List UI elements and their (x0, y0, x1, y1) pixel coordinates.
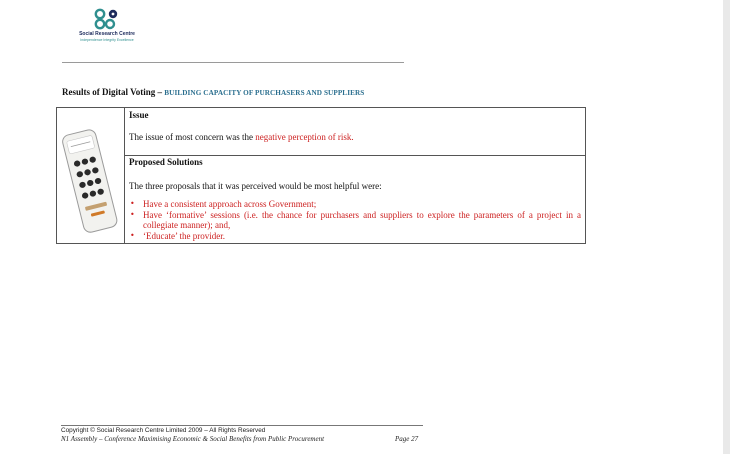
page-edge (723, 0, 730, 454)
issue-text-prefix: The issue of most concern was the (129, 132, 256, 142)
image-cell (57, 108, 125, 243)
solutions-cell (125, 156, 585, 243)
issue-title: Issue (129, 110, 149, 120)
list-item (129, 199, 581, 210)
list-item (129, 231, 581, 242)
footer-title: N1 Assembly – Conference Maximising Economic & Social Benefits from Public Procurement (61, 435, 325, 443)
logo-icon (93, 8, 121, 30)
page-number: Page 27 (395, 435, 419, 443)
issue-cell (125, 108, 585, 156)
section-heading-lead: Results of Digital Voting – (62, 87, 163, 97)
solutions-intro: The three proposals that it was perceived would be most helpful were: (129, 181, 382, 191)
list-item-text: Have a consistent approach across Government; (143, 199, 317, 209)
voting-keypad-icon (61, 125, 119, 239)
bullet-icon: • (130, 199, 135, 208)
header-divider (62, 62, 404, 63)
logo-tagline: Independence Integrity Excellence (80, 38, 134, 42)
list-item-text: Have ‘formative’ sessions (i.e. the chance for purchasers and suppliers to explore the parameters of a project in a collegiate manner); and, (143, 209, 581, 231)
list-item-text: ‘Educate’ the provider. (143, 230, 226, 241)
bullet-icon: • (130, 209, 135, 219)
logo-name: Social Research Centre (79, 31, 135, 37)
list-item (129, 210, 581, 231)
bullet-icon: • (130, 230, 135, 240)
footer-divider (61, 425, 423, 426)
issue-highlight: negative perception of risk. (255, 132, 354, 142)
solutions-list (129, 199, 581, 241)
section-heading-sub: BUILDING CAPACITY OF PURCHASERS AND SUPPLIERS (164, 89, 365, 97)
results-table (56, 107, 586, 244)
section-heading (62, 87, 364, 97)
solutions-title: Proposed Solutions (129, 157, 203, 167)
issue-text (129, 132, 354, 142)
footer-copyright: Copyright © Social Research Centre Limited 2009 – All Rights Reserved (61, 427, 266, 434)
logo (76, 8, 138, 50)
